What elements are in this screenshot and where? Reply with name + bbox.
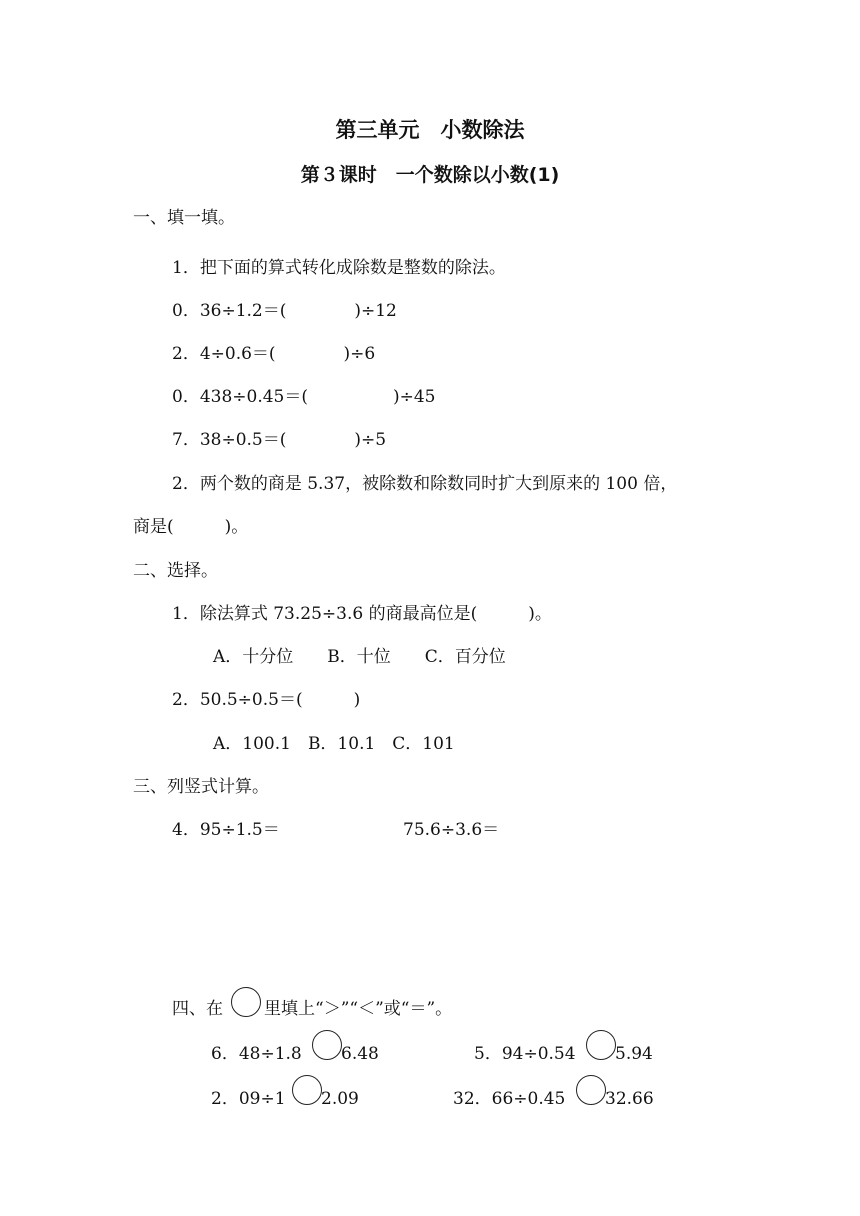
section2-heading: 二、选择。: [133, 561, 218, 581]
comparison-circle-3[interactable]: [292, 1075, 322, 1105]
comparison-right-3: 2.09: [321, 1089, 359, 1109]
comparison-circle-2[interactable]: [586, 1030, 616, 1060]
section1-q1-item-2: 2．4÷0.6＝( )÷6: [172, 344, 376, 364]
section1-q2-line2: 商是( )。: [133, 517, 249, 537]
section3-heading: 三、列竖式计算。: [133, 777, 269, 797]
comparison-circle-1[interactable]: [312, 1030, 342, 1060]
page-title: 第三单元 小数除法: [335, 118, 525, 142]
section2-q1-options: A．十分位 B．十位 C．百分位: [213, 647, 506, 667]
section2-q2: 2．50.5÷0.5＝( ): [172, 690, 361, 710]
page-subtitle: 第３课时 一个数除以小数(1): [300, 164, 560, 186]
blank-circle-example: [231, 987, 261, 1017]
section2-q2-options: A．100.1 B．10.1 C．101: [213, 734, 455, 754]
comparison-left-4: 32．66÷0.45: [453, 1089, 566, 1109]
comparison-right-4: 32.66: [605, 1089, 654, 1109]
section1-q1-item-4: 7．38÷0.5＝( )÷5: [172, 430, 387, 450]
section1-q2-line1: 2．两个数的商是 5.37，被除数和除数同时扩大到原来的 100 倍，: [172, 474, 678, 494]
section4-heading-pre: 四、在: [172, 999, 223, 1019]
comparison-right-1: 6.48: [341, 1044, 379, 1064]
comparison-left-1: 6．48÷1.8: [211, 1044, 302, 1064]
section1-q1-intro: 1．把下面的算式转化成除数是整数的除法。: [172, 258, 506, 278]
comparison-circle-4[interactable]: [576, 1075, 606, 1105]
comparison-right-2: 5.94: [615, 1044, 653, 1064]
section2-q1: 1．除法算式 73.25÷3.6 的商最高位是( )。: [172, 604, 552, 624]
section3-question-right: 75.6÷3.6＝: [403, 820, 500, 840]
section1-q1-item-3: 0．438÷0.45＝( )÷45: [172, 387, 436, 407]
comparison-left-3: 2．09÷1: [211, 1089, 286, 1109]
section4-heading-post: 里填上“＞”“＜”或“＝”。: [264, 999, 453, 1019]
section3-question-left: 4．95÷1.5＝: [172, 820, 280, 840]
comparison-left-2: 5．94÷0.54: [474, 1044, 576, 1064]
section1-heading: 一、填一填。: [133, 208, 235, 228]
section1-q1-item-1: 0．36÷1.2＝( )÷12: [172, 301, 397, 321]
